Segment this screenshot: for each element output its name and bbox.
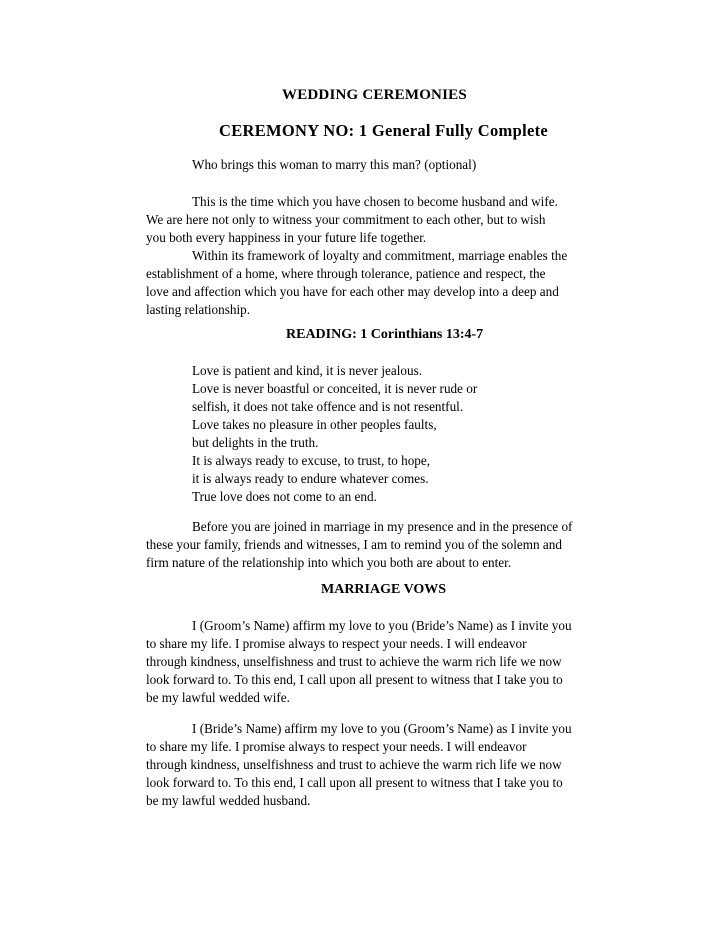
bride-vow-line: through kindness, unselfishness and trust to achieve the warm rich life we now xyxy=(146,757,562,772)
groom-vow-line: I (Groom’s Name) affirm my love to you (Bride’s Name) as I invite you xyxy=(192,618,572,633)
reminder-line: these your family, friends and witnesses, I am to remind you of the solemn and xyxy=(146,537,562,552)
groom-vow-line: be my lawful wedded wife. xyxy=(146,690,290,705)
verse-line: Love takes no pleasure in other peoples faults, xyxy=(192,417,437,432)
bride-vow-line: to share my life. I promise always to respect your needs. I will endeavor xyxy=(146,739,527,754)
bride-vow-line: be my lawful wedded husband. xyxy=(146,793,311,808)
verse-line: It is always ready to excuse, to trust, to hope, xyxy=(192,453,431,468)
intro-section xyxy=(146,193,586,319)
verse-line: selfish, it does not take offence and is not resentful. xyxy=(192,399,464,414)
reminder-line: Before you are joined in marriage in my presence and in the presence of xyxy=(192,519,573,534)
bride-vow xyxy=(146,720,586,810)
vows-heading: MARRIAGE VOWS xyxy=(321,582,447,597)
intro-line: lasting relationship. xyxy=(146,302,251,317)
verse-line: but delights in the truth. xyxy=(192,435,319,450)
reminder-line: firm nature of the relationship into which you both are about to enter. xyxy=(146,555,512,570)
intro-line: love and affection which you have for each other may develop into a deep and xyxy=(146,284,559,299)
groom-vow-line: to share my life. I promise always to respect your needs. I will endeavor xyxy=(146,636,527,651)
groom-vow-line: look forward to. To this end, I call upon all present to witness that I take you to xyxy=(146,672,563,687)
verse-line: Love is patient and kind, it is never jealous. xyxy=(192,363,422,378)
intro-line: We are here not only to witness your commitment to each other, but to wish xyxy=(146,212,546,227)
verse-line: it is always ready to endure whatever comes. xyxy=(192,471,429,486)
intro-line: This is the time which you have chosen to become husband and wife. xyxy=(192,194,558,209)
question-line: Who brings this woman to marry this man? (optional) xyxy=(192,157,477,172)
bride-vow-line: I (Bride’s Name) affirm my love to you (Groom’s Name) as I invite you xyxy=(192,721,572,736)
document-title: WEDDING CEREMONIES xyxy=(282,87,467,103)
reading-heading: READING: 1 Corinthians 13:4-7 xyxy=(286,327,484,342)
intro-line: Within its framework of loyalty and commitment, marriage enables the xyxy=(192,248,568,263)
bride-vow-line: look forward to. To this end, I call upon all present to witness that I take you to xyxy=(146,775,563,790)
officiant-question xyxy=(146,156,586,174)
reminder-paragraph xyxy=(146,518,586,572)
intro-line: you both every happiness in your future life together. xyxy=(146,230,427,245)
verse-line: Love is never boastful or conceited, it is never rude or xyxy=(192,381,478,396)
reading-verse xyxy=(146,362,586,506)
groom-vow xyxy=(146,617,586,707)
intro-line: establishment of a home, where through tolerance, patience and respect, the xyxy=(146,266,546,281)
groom-vow-line: through kindness, unselfishness and trust to achieve the warm rich life we now xyxy=(146,654,562,669)
verse-line: True love does not come to an end. xyxy=(192,489,377,504)
ceremony-heading: CEREMONY NO: 1 General Fully Complete xyxy=(219,121,548,140)
